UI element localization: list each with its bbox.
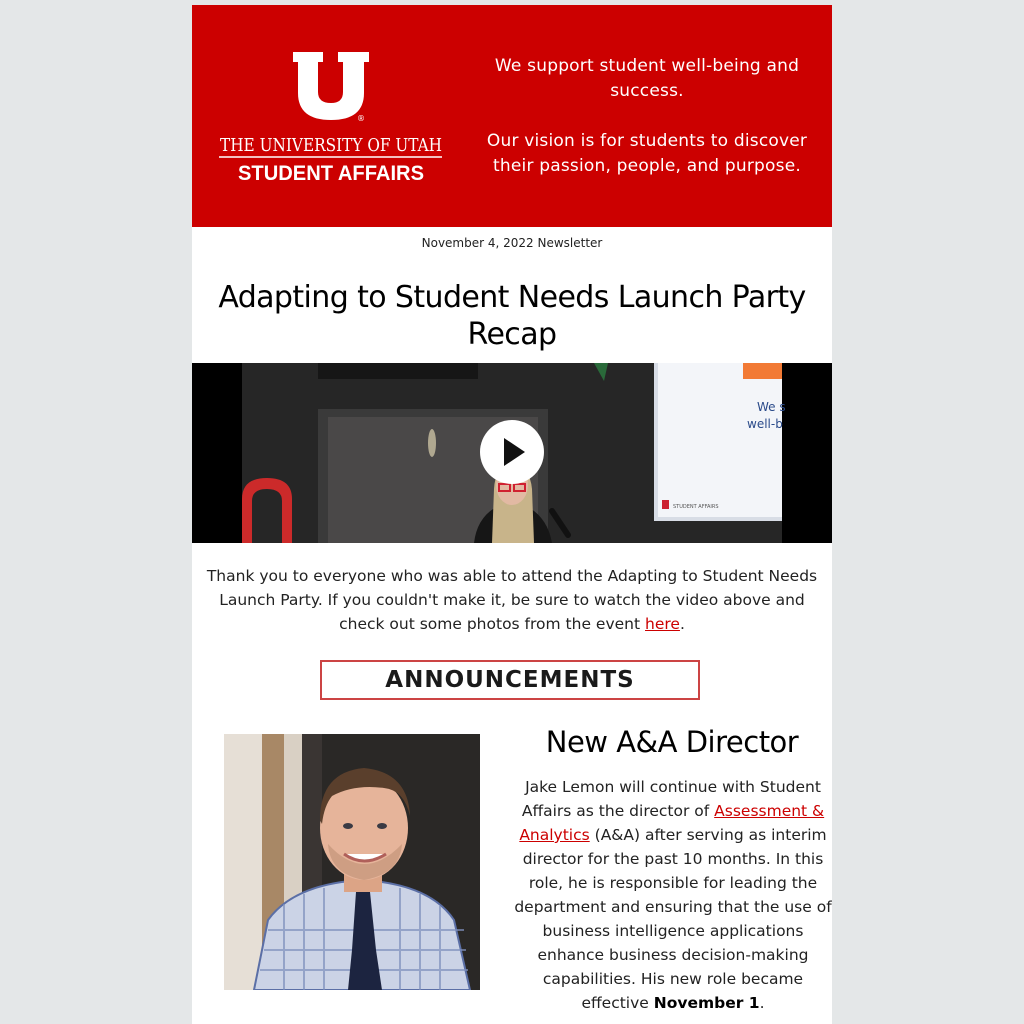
director-text-before-link: Jake Lemon will continue with Student Affairs as the director of	[521, 778, 821, 820]
director-text-end: .	[759, 994, 765, 1012]
tagline-vision: Our vision is for students to discover their passion, people, and purpose.	[486, 131, 808, 176]
header-banner	[192, 5, 832, 227]
play-icon[interactable]	[480, 420, 544, 484]
university-logo[interactable]	[192, 5, 472, 227]
director-title: New A&A Director	[545, 725, 799, 759]
tagline-support: We support student well-being and success.	[494, 56, 800, 101]
screen-text-line1: We s	[757, 400, 786, 414]
director-text-after-link: (A&A) after serving as interim director for the past 10 months. In this role, he is responsible for leading the department and ensuring that the use of business intelligence applications enhance business decision-making capabilities. His new role became effective	[514, 826, 832, 1012]
thanks-text: Thank you to everyone who was able to attend the Adapting to Student Needs Launch Party. If you couldn't make it, be sure to watch the video above and check out some photos from the event	[206, 567, 818, 633]
announcements-banner	[320, 660, 700, 700]
logo-department-name: STUDENT AFFAIRS	[238, 162, 424, 185]
video-player[interactable]	[192, 363, 832, 543]
article-headline: Adapting to Student Needs Launch Party Recap	[218, 280, 806, 352]
thanks-paragraph	[202, 564, 822, 636]
header-tagline	[477, 54, 817, 179]
effective-date: November 1	[653, 994, 760, 1012]
newsletter-date: November 4, 2022 Newsletter	[421, 236, 603, 250]
director-photo	[224, 734, 480, 990]
screen-text-line2: well-b	[747, 417, 783, 431]
logo-university-name: THE UNIVERSITY OF UTAH	[220, 135, 442, 156]
announcements-heading: ANNOUNCEMENTS	[385, 667, 635, 693]
registered-mark: ®	[357, 114, 365, 123]
screen-footer-text: STUDENT AFFAIRS	[673, 504, 719, 510]
newsletter-page	[192, 5, 832, 1024]
event-photos-link[interactable]: here	[645, 615, 680, 633]
assessment-analytics-link[interactable]: Assessment & Analytics	[519, 802, 825, 844]
director-paragraph	[510, 775, 832, 1015]
thanks-end: .	[679, 615, 685, 633]
